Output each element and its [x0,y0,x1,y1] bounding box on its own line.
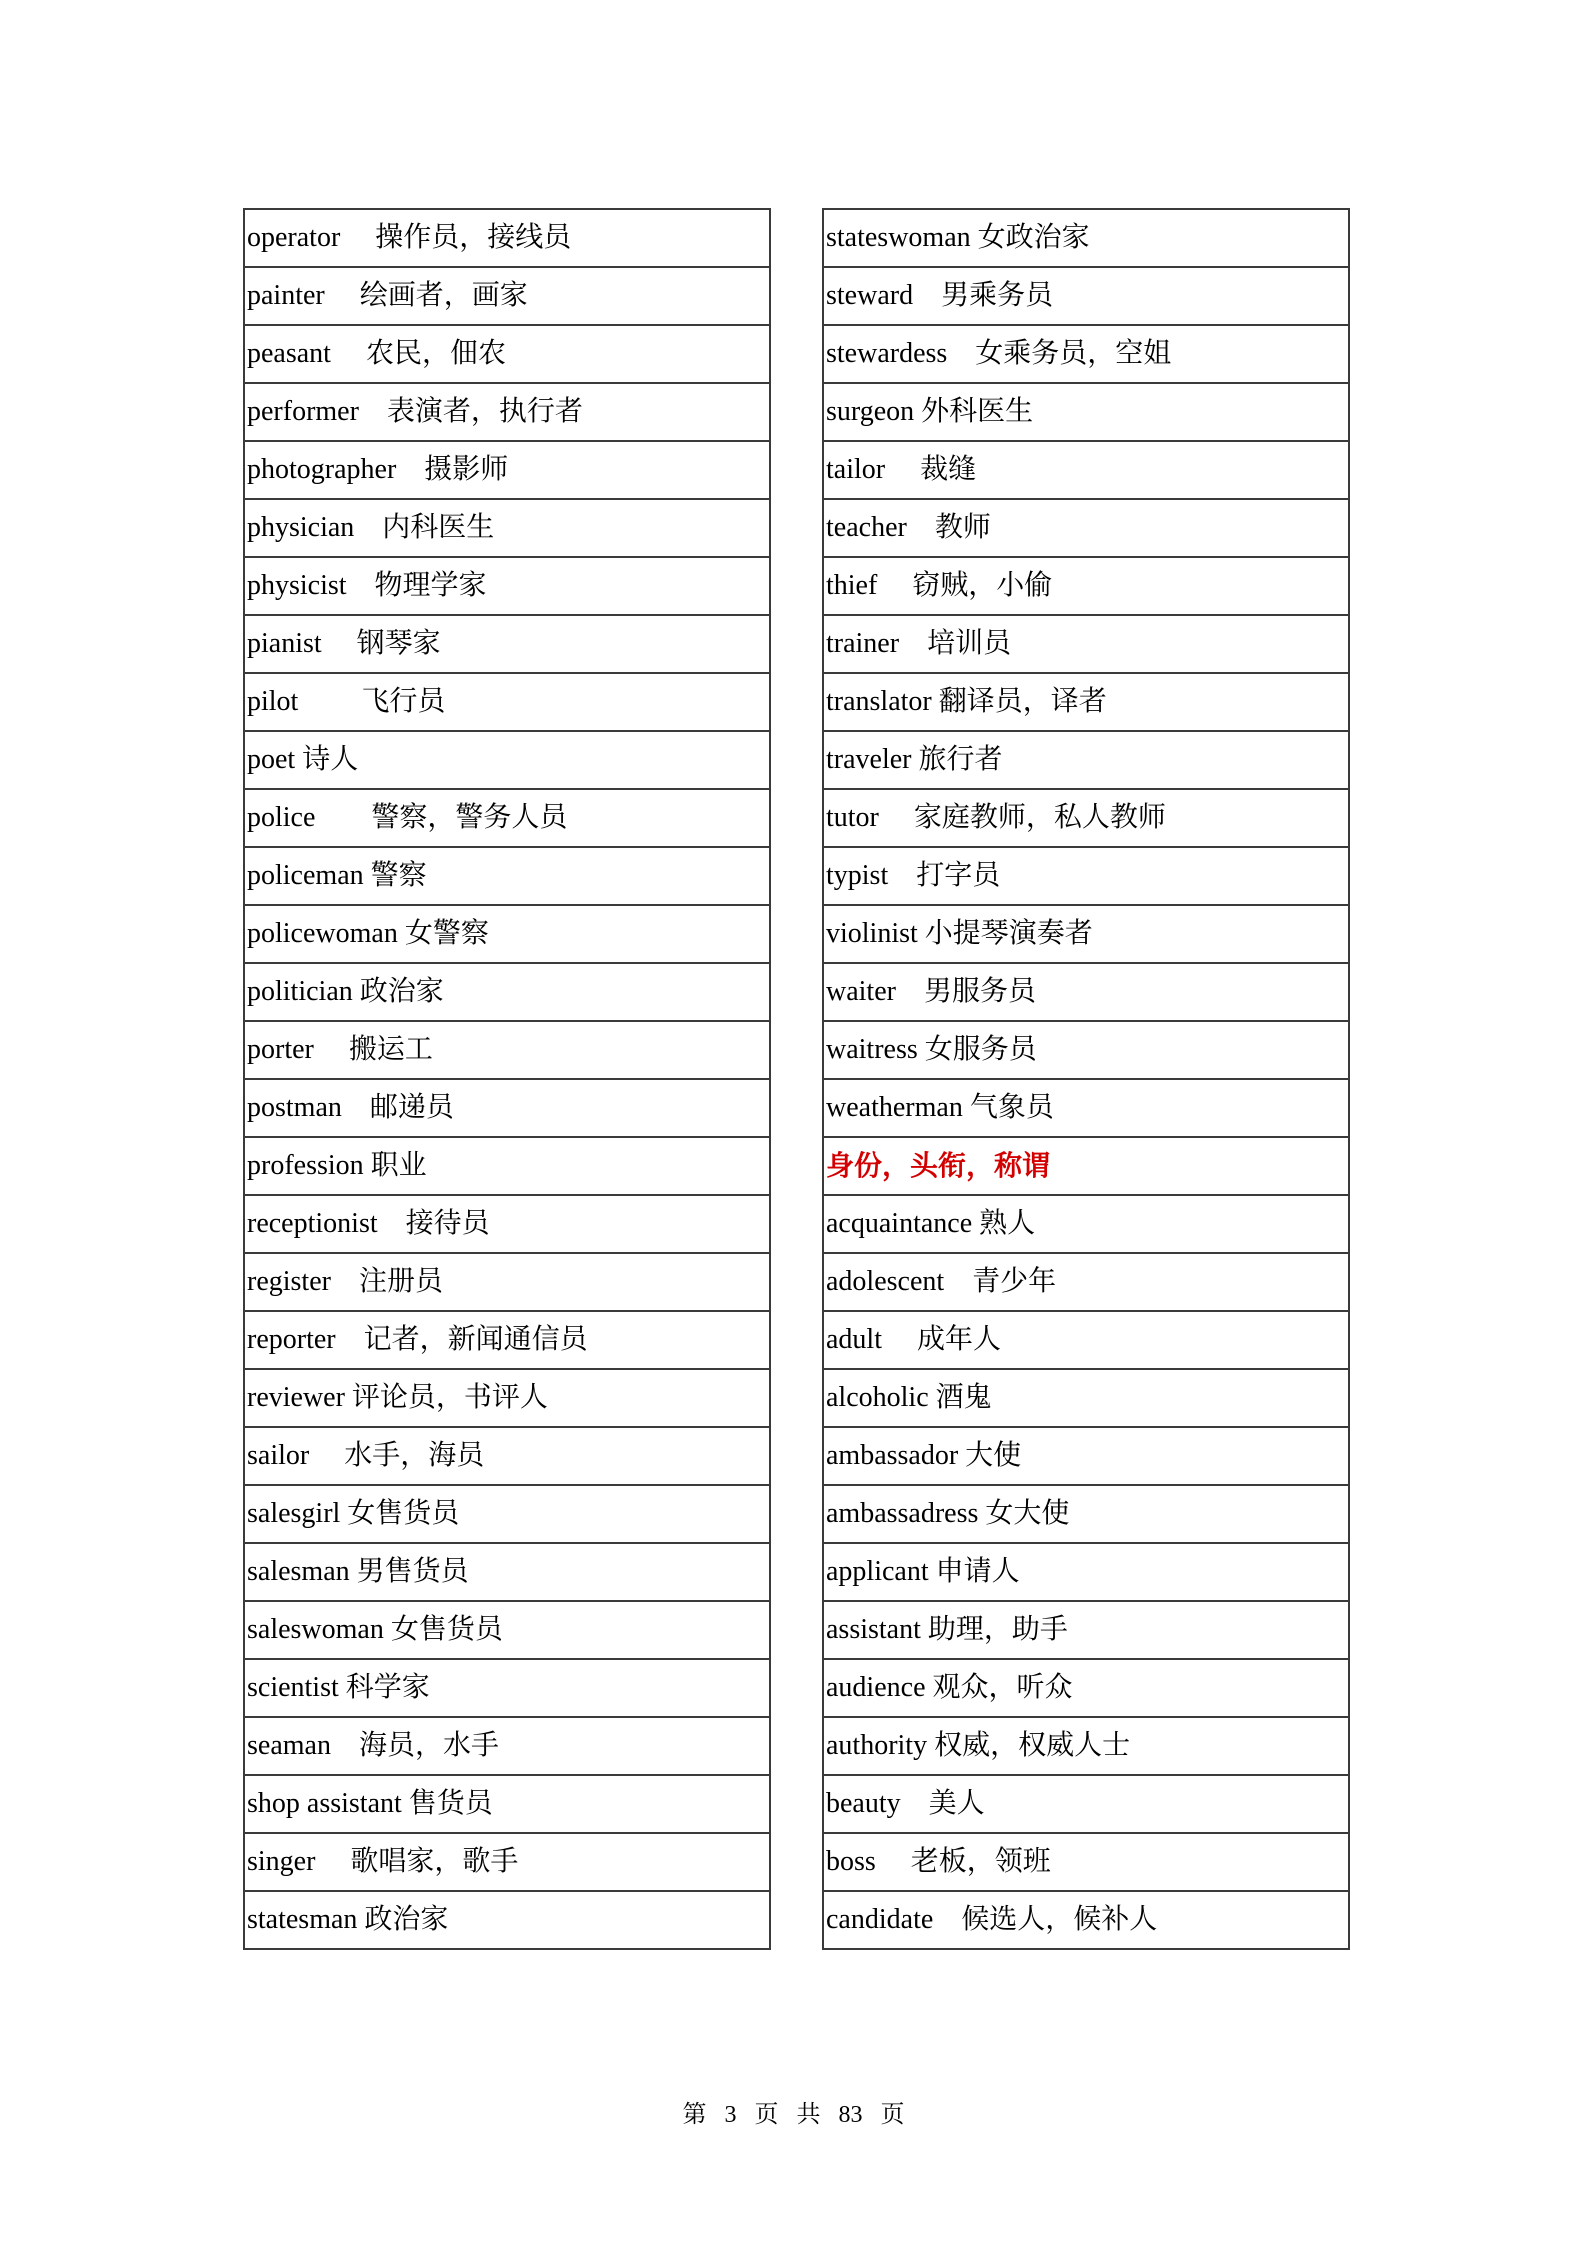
vocab-entry: physician 内科医生 [244,499,770,557]
vocab-entry: beauty 美人 [823,1775,1349,1833]
vocab-row [823,1891,1349,1949]
vocab-row [823,1775,1349,1833]
vocab-entry: shop assistant 售货员 [244,1775,770,1833]
vocab-entry: sailor 水手，海员 [244,1427,770,1485]
vocab-entry: scientist 科学家 [244,1659,770,1717]
vocab-row [823,441,1349,499]
vocab-entry: ambassadress 女大使 [823,1485,1349,1543]
vocab-entry: seaman 海员，水手 [244,1717,770,1775]
vocab-row [244,1369,770,1427]
vocab-row [244,1021,770,1079]
vocab-row [244,1833,770,1891]
vocab-entry: steward 男乘务员 [823,267,1349,325]
vocab-entry: peasant 农民，佃农 [244,325,770,383]
vocab-row [823,1717,1349,1775]
right-vocab-table [822,208,1350,1950]
left-vocab-table [243,208,771,1950]
vocab-row [823,325,1349,383]
vocab-entry: performer 表演者，执行者 [244,383,770,441]
vocab-entry: physicist 物理学家 [244,557,770,615]
vocab-row [823,1021,1349,1079]
vocab-row [244,1543,770,1601]
vocab-entry: statesman 政治家 [244,1891,770,1949]
vocab-entry: pianist 钢琴家 [244,615,770,673]
vocab-entry: alcoholic 酒鬼 [823,1369,1349,1427]
vocab-entry: porter 搬运工 [244,1021,770,1079]
vocab-row [244,209,770,267]
vocab-row [823,383,1349,441]
vocab-entry: pilot 飞行员 [244,673,770,731]
vocab-entry: politician 政治家 [244,963,770,1021]
vocab-entry: police 警察，警务人员 [244,789,770,847]
vocab-row [244,1137,770,1195]
vocab-row [244,325,770,383]
vocab-entry: candidate 候选人，候补人 [823,1891,1349,1949]
vocab-row [823,499,1349,557]
vocab-entry: waitress 女服务员 [823,1021,1349,1079]
vocab-row [244,441,770,499]
vocab-entry: reviewer 评论员，书评人 [244,1369,770,1427]
vocab-entry: policewoman 女警察 [244,905,770,963]
vocab-row [244,499,770,557]
vocab-entry: waiter 男服务员 [823,963,1349,1021]
vocab-entry: thief 窃贼，小偷 [823,557,1349,615]
vocab-row [244,731,770,789]
vocab-row [823,1601,1349,1659]
vocab-entry: photographer 摄影师 [244,441,770,499]
vocab-entry: trainer 培训员 [823,615,1349,673]
vocab-row [823,557,1349,615]
vocab-row [823,1659,1349,1717]
vocab-row [244,1311,770,1369]
vocab-row [244,905,770,963]
vocab-entry: adolescent 青少年 [823,1253,1349,1311]
vocab-entry: acquaintance 熟人 [823,1195,1349,1253]
vocab-row [244,673,770,731]
vocab-entry: violinist 小提琴演奏者 [823,905,1349,963]
vocab-entry: traveler 旅行者 [823,731,1349,789]
vocab-row [823,905,1349,963]
footer-middle: 页 共 [754,2102,821,2128]
footer-suffix: 页 [880,2102,905,2128]
vocab-entry: ambassador 大使 [823,1427,1349,1485]
vocab-row [823,789,1349,847]
footer-current-page: 3 [724,2102,737,2128]
vocab-entry: authority 权威，权威人士 [823,1717,1349,1775]
vocab-entry: painter 绘画者，画家 [244,267,770,325]
vocab-row [823,1369,1349,1427]
vocab-row [244,1079,770,1137]
vocab-row [823,847,1349,905]
vocab-row [823,1427,1349,1485]
vocab-entry: operator 操作员，接线员 [244,209,770,267]
vocab-entry: salesman 男售货员 [244,1543,770,1601]
vocab-entry: stateswoman 女政治家 [823,209,1349,267]
vocab-row [244,557,770,615]
vocab-row [244,1427,770,1485]
section-heading: 身份，头衔，称谓 [823,1137,1349,1195]
vocab-row [823,1253,1349,1311]
vocab-entry: translator 翻译员，译者 [823,673,1349,731]
vocab-row [244,1659,770,1717]
vocab-entry: register 注册员 [244,1253,770,1311]
vocab-entry: adult 成年人 [823,1311,1349,1369]
vocab-entry: salesgirl 女售货员 [244,1485,770,1543]
vocab-row [244,847,770,905]
vocab-entry: policeman 警察 [244,847,770,905]
vocab-entry: teacher 教师 [823,499,1349,557]
vocab-entry: saleswoman 女售货员 [244,1601,770,1659]
vocab-entry: audience 观众，听众 [823,1659,1349,1717]
vocab-row [244,1891,770,1949]
vocab-row [823,1079,1349,1137]
vocab-row [823,1833,1349,1891]
vocab-entry: stewardess 女乘务员，空姐 [823,325,1349,383]
vocab-row [244,383,770,441]
vocab-row [823,1137,1349,1195]
vocab-entry: surgeon 外科医生 [823,383,1349,441]
vocab-row [823,267,1349,325]
vocab-row [823,1543,1349,1601]
vocab-row [823,963,1349,1021]
vocab-row [244,1775,770,1833]
vocab-row [823,731,1349,789]
page-footer [0,2094,1587,2129]
vocab-entry: poet 诗人 [244,731,770,789]
vocab-row [823,1311,1349,1369]
vocab-row [244,1195,770,1253]
vocab-row [244,1601,770,1659]
vocab-row [823,209,1349,267]
vocab-row [823,1485,1349,1543]
vocab-entry: reporter 记者，新闻通信员 [244,1311,770,1369]
vocab-entry: postman 邮递员 [244,1079,770,1137]
vocab-row [823,615,1349,673]
vocab-entry: boss 老板，领班 [823,1833,1349,1891]
vocab-entry: applicant 申请人 [823,1543,1349,1601]
vocab-row [244,963,770,1021]
vocab-entry: singer 歌唱家，歌手 [244,1833,770,1891]
vocab-row [244,1253,770,1311]
footer-total-pages: 83 [838,2102,863,2128]
vocab-row [823,1195,1349,1253]
vocab-row [244,615,770,673]
vocab-row [823,673,1349,731]
vocab-row [244,267,770,325]
vocab-entry: tutor 家庭教师，私人教师 [823,789,1349,847]
vocab-entry: tailor 裁缝 [823,441,1349,499]
vocab-entry: typist 打字员 [823,847,1349,905]
vocab-row [244,1717,770,1775]
footer-prefix: 第 [682,2102,707,2128]
vocab-entry: weatherman 气象员 [823,1079,1349,1137]
vocab-entry: assistant 助理，助手 [823,1601,1349,1659]
vocab-entry: profession 职业 [244,1137,770,1195]
vocab-row [244,789,770,847]
vocab-entry: receptionist 接待员 [244,1195,770,1253]
vocab-row [244,1485,770,1543]
